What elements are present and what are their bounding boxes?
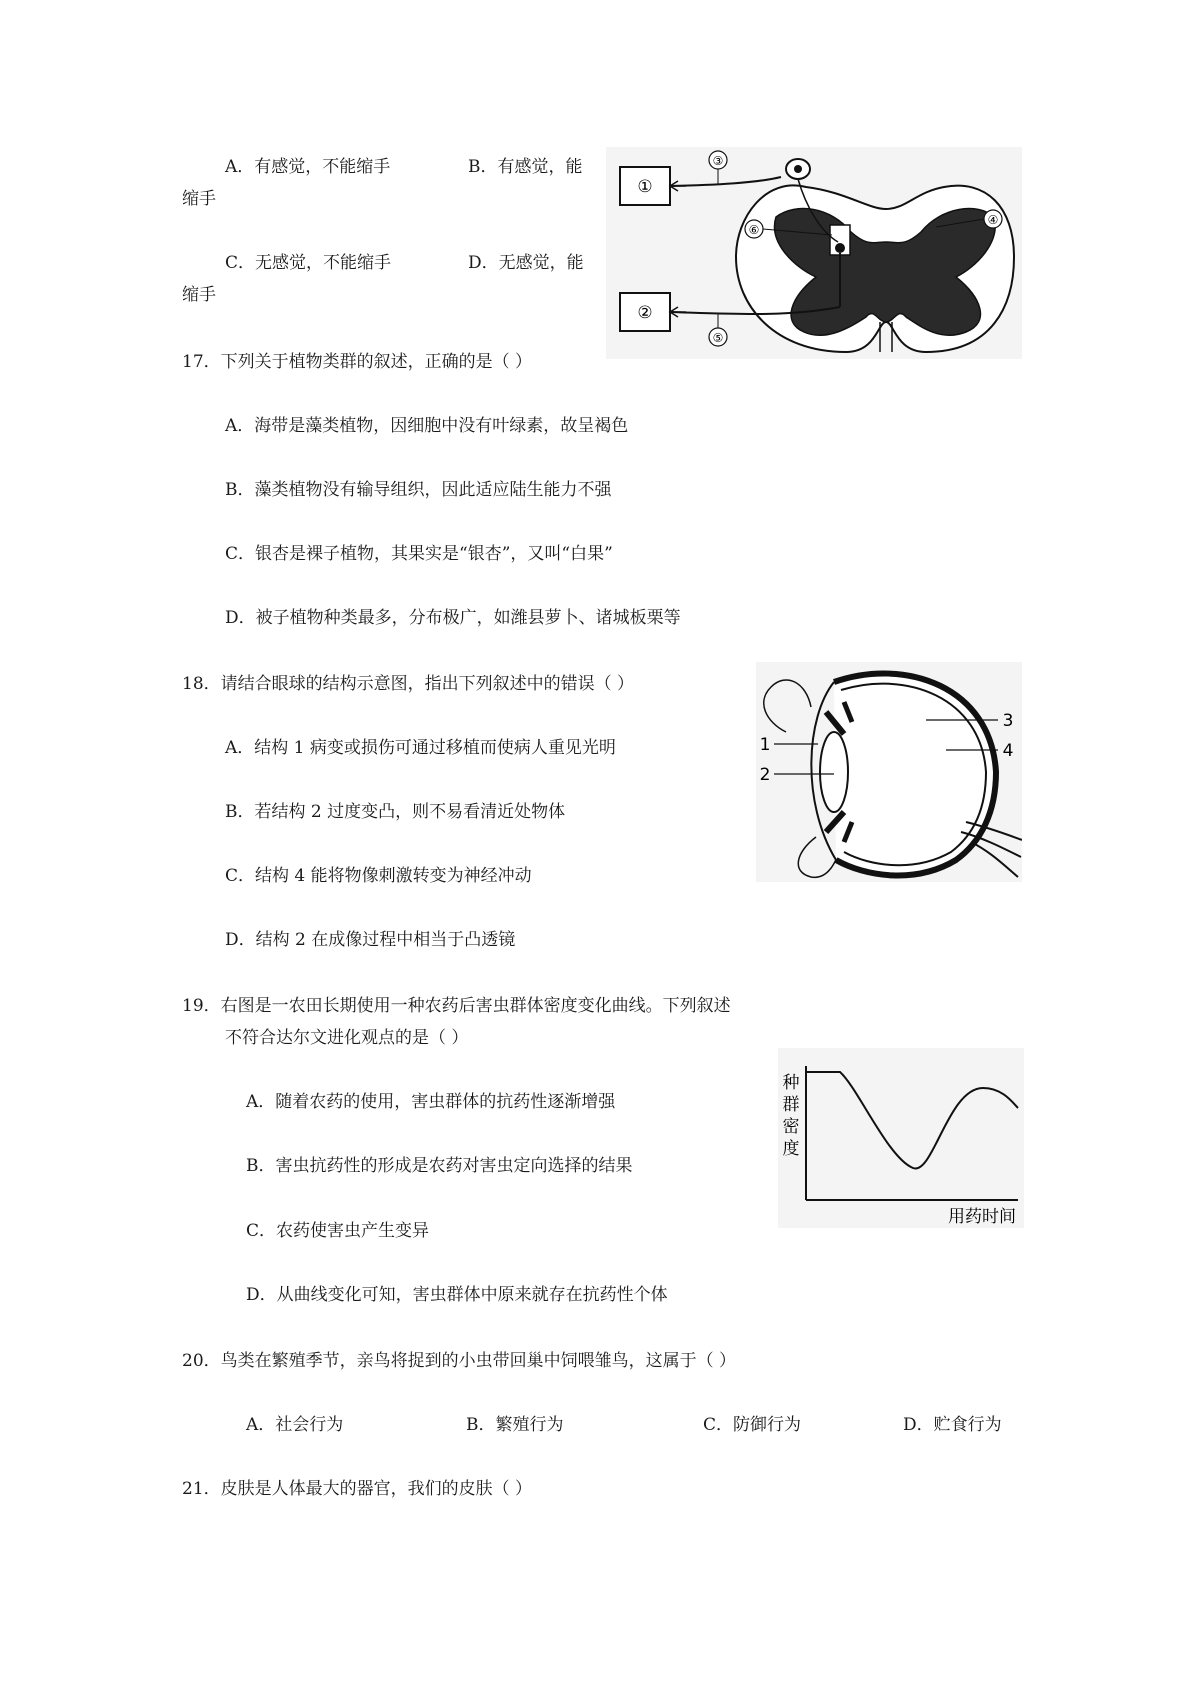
q17-option-b: B．藻类植物没有输导组织，因此适应陆生能力不强 xyxy=(225,480,612,500)
density-curve xyxy=(806,1072,1018,1169)
q19-stem: 19．右图是一农田长期使用一种农药后害虫群体密度变化曲线。下列叙述 xyxy=(182,996,731,1016)
q20-stem: 20．鸟类在繁殖季节，亲鸟将捉到的小虫带回巢中饲喂雏鸟，这属于（ ） xyxy=(182,1351,737,1371)
label-3: ③ xyxy=(712,154,724,168)
q18-option-b: B．若结构 2 过度变凸，则不易看清近处物体 xyxy=(225,802,566,822)
q19-option-a: A．随着农药的使用，害虫群体的抗药性逐渐增强 xyxy=(246,1092,616,1112)
q18-option-c: C．结构 4 能将物像刺激转变为神经冲动 xyxy=(225,866,532,886)
label-2: ② xyxy=(637,303,653,323)
eye-label-2: 2 xyxy=(759,765,771,785)
eye-label-3: 3 xyxy=(1002,711,1014,731)
q20-option-b: B．繁殖行为 xyxy=(466,1415,564,1435)
q18-option-a: A．结构 1 病变或损伤可通过移植而使病人重见光明 xyxy=(225,738,616,758)
q18-stem: 18．请结合眼球的结构示意图，指出下列叙述中的错误（ ） xyxy=(182,674,635,694)
q20-option-c: C．防御行为 xyxy=(703,1415,802,1435)
sclera xyxy=(834,673,996,875)
label-1: ① xyxy=(637,177,653,197)
q16-option-b-cont: 缩手 xyxy=(182,189,216,209)
lens xyxy=(820,732,848,812)
q17-stem: 17．下列关于植物类群的叙述，正确的是（ ） xyxy=(182,352,533,372)
eye-label-1: 1 xyxy=(759,735,771,755)
ylabel-char-1: 种 xyxy=(782,1073,800,1093)
q19-option-b: B．害虫抗药性的形成是农药对害虫定向选择的结果 xyxy=(246,1156,633,1176)
q19-option-d: D．从曲线变化可知，害虫群体中原来就存在抗药性个体 xyxy=(246,1285,668,1305)
q16-option-d-cont: 缩手 xyxy=(182,285,216,305)
eye-label-4: 4 xyxy=(1002,741,1014,761)
xlabel: 用药时间 xyxy=(948,1207,1016,1227)
ylabel-char-4: 度 xyxy=(782,1139,800,1159)
q18-option-d: D．结构 2 在成像过程中相当于凸透镜 xyxy=(225,930,516,950)
eyeball-figure xyxy=(756,662,1022,882)
q17-option-a: A．海带是藻类植物，因细胞中没有叶绿素，故呈褐色 xyxy=(225,416,629,436)
q19-option-c: C．农药使害虫产生变异 xyxy=(246,1221,430,1241)
q16-option-b: B．有感觉，能 xyxy=(468,157,583,177)
q20-option-a: A．社会行为 xyxy=(246,1415,344,1435)
density-chart xyxy=(778,1048,1024,1228)
q19-stem-cont: 不符合达尔文进化观点的是（ ） xyxy=(225,1028,469,1048)
q16-option-d: D．无感觉，能 xyxy=(468,253,584,273)
q17-option-d: D．被子植物种类最多，分布极广，如潍县萝卜、诸城板栗等 xyxy=(225,608,681,628)
q21-stem: 21．皮肤是人体最大的器官，我们的皮肤（ ） xyxy=(182,1479,533,1499)
ylabel-char-2: 群 xyxy=(782,1095,800,1115)
q16-option-c: C．无感觉，不能缩手 xyxy=(225,253,392,273)
label-4: ④ xyxy=(987,213,999,227)
q20-option-d: D．贮食行为 xyxy=(903,1415,1002,1435)
label-6: ⑥ xyxy=(748,223,760,237)
ylabel-char-3: 密 xyxy=(782,1117,800,1137)
label-5: ⑤ xyxy=(712,331,724,345)
spinal-cord-figure xyxy=(606,147,1022,359)
q16-option-a: A．有感觉，不能缩手 xyxy=(225,157,391,177)
q17-option-c: C．银杏是裸子植物，其果实是“银杏”，又叫“白果” xyxy=(225,544,613,564)
